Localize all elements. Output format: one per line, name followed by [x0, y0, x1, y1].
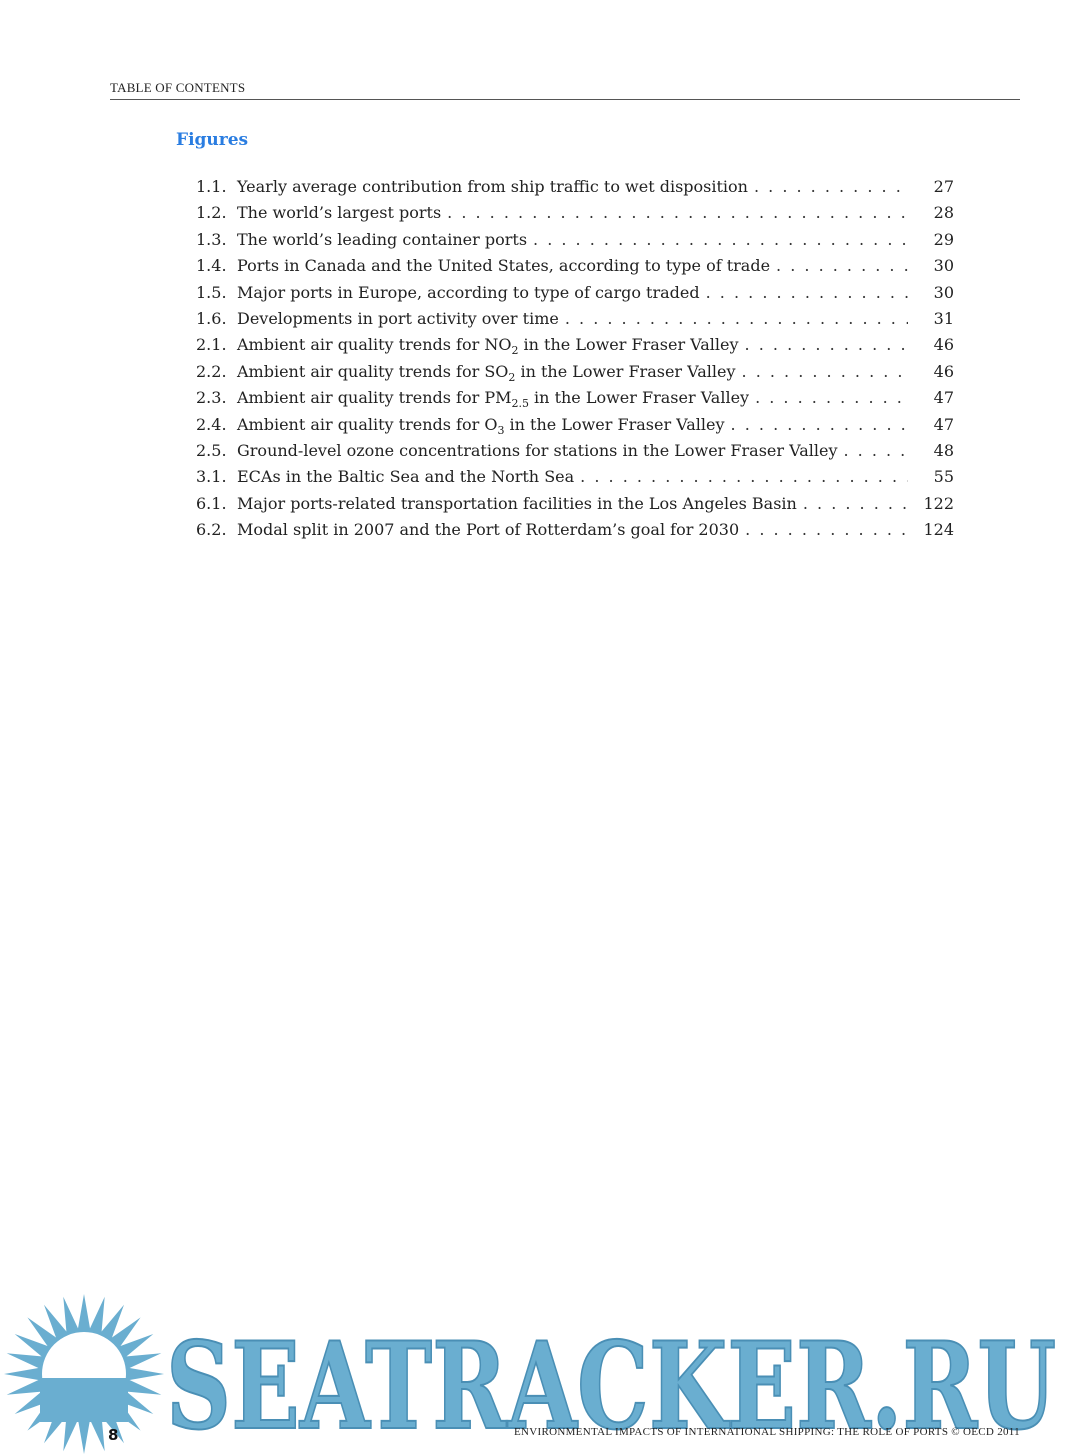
entry-number: 3.1.: [196, 467, 227, 487]
entry-title: [237, 306, 559, 332]
title-text: Ambient air quality trends for NO: [237, 335, 512, 355]
toc-entry[interactable]: [196, 306, 954, 332]
leader-dots: [803, 491, 908, 517]
leader-dots: [447, 200, 908, 226]
watermark-text: SEATRACKER.RU: [166, 1316, 1056, 1456]
page-number: 8: [108, 1426, 119, 1444]
leader-dots: [533, 227, 908, 253]
subscript: 3: [497, 423, 505, 437]
title-text: Ambient air quality trends for O: [237, 414, 498, 434]
toc-entry[interactable]: [196, 253, 954, 279]
entry-title: [237, 517, 739, 543]
entry-page: 55: [933, 467, 954, 487]
toc-entry[interactable]: [196, 200, 954, 226]
toc-entry[interactable]: [196, 412, 954, 438]
toc-entry[interactable]: [196, 332, 954, 358]
entry-page: 31: [933, 308, 954, 328]
title-text: Ambient air quality trends for SO: [237, 361, 509, 381]
sun-icon: [4, 1294, 164, 1454]
entry-number: 1.5.: [196, 282, 227, 302]
entry-number: 1.4.: [196, 256, 227, 276]
entry-title: [237, 280, 700, 306]
entry-page: 28: [933, 203, 954, 223]
title-text: Major ports in Europe, according to type of cargo traded: [237, 282, 700, 302]
subscript: 2.5: [511, 397, 529, 411]
leader-dots: [745, 332, 908, 358]
entry-page: 46: [933, 335, 954, 355]
toc-entry[interactable]: [196, 359, 954, 385]
toc-entry[interactable]: [196, 491, 954, 517]
entry-number: 2.4.: [196, 414, 227, 434]
subscript: 2: [508, 370, 516, 384]
title-text: Ground-level ozone concentrations for stations in the Lower Fraser Valley: [237, 440, 838, 460]
entry-number: 2.3.: [196, 388, 227, 408]
title-text: in the Lower Fraser Valley: [518, 335, 739, 355]
entry-title: [237, 491, 797, 517]
toc-entry[interactable]: [196, 464, 954, 490]
entry-page: 29: [933, 229, 954, 249]
leader-dots: [731, 412, 908, 438]
entry-number: 1.6.: [196, 308, 227, 328]
entry-page: 47: [933, 414, 954, 434]
section-title: Figures: [176, 130, 249, 150]
entry-title: [237, 200, 441, 226]
figures-list: [196, 174, 954, 543]
title-text: in the Lower Fraser Valley: [504, 414, 725, 434]
title-text: in the Lower Fraser Valley: [515, 361, 736, 381]
title-text: The world’s largest ports: [237, 203, 442, 223]
leader-dots: [776, 253, 908, 279]
entry-number: 2.1.: [196, 335, 227, 355]
entry-number: 1.1.: [196, 177, 227, 196]
leader-dots: [706, 280, 908, 306]
toc-entry[interactable]: [196, 517, 954, 543]
footer-text: ENVIRONMENTAL IMPACTS OF INTERNATIONAL SHIPPING: THE ROLE OF PORTS © OECD 2011: [514, 1426, 1020, 1438]
entry-number: 6.1.: [196, 493, 227, 513]
title-text: ECAs in the Baltic Sea and the North Sea: [237, 467, 575, 487]
entry-page: 30: [933, 282, 954, 302]
running-head: TABLE OF CONTENTS: [110, 80, 1020, 100]
title-text: Ambient air quality trends for PM: [237, 388, 512, 408]
title-text: in the Lower Fraser Valley: [528, 388, 750, 408]
entry-number: 6.2.: [196, 520, 227, 540]
title-text: Yearly average contribution from ship traffic to wet disposition: [237, 177, 748, 196]
title-text: Major ports-related transportation facilities in the Los Angeles Basin: [237, 493, 797, 513]
title-text: Modal split in 2007 and the Port of Rotterdam’s goal for 2030: [237, 520, 740, 540]
toc-entry[interactable]: [196, 280, 954, 306]
title-text: Ports in Canada and the United States, according to type of trade: [237, 256, 771, 276]
toc-entry[interactable]: [196, 174, 954, 200]
leader-dots: [580, 464, 908, 490]
sea-band: [40, 1378, 128, 1422]
entry-title: [237, 253, 770, 279]
entry-page: 122: [923, 493, 954, 513]
entry-title: [237, 227, 527, 253]
entry-page: 27: [933, 177, 954, 196]
entry-page: 46: [933, 361, 954, 381]
entry-number: 2.5.: [196, 440, 227, 460]
entry-number: 2.2.: [196, 361, 227, 381]
entry-title: [237, 438, 837, 464]
entry-number: 1.3.: [196, 229, 227, 249]
leader-dots: [742, 359, 908, 385]
leader-dots: [565, 306, 908, 332]
entry-title: [237, 464, 574, 490]
toc-entry[interactable]: [196, 385, 954, 411]
title-text: The world’s leading container ports: [237, 229, 528, 249]
entry-page: 47: [933, 388, 954, 408]
entry-page: 124: [923, 520, 954, 540]
leader-dots: [745, 517, 908, 543]
entry-number: 1.2.: [196, 203, 227, 223]
leader-dots: [843, 438, 908, 464]
leader-dots: [754, 174, 908, 200]
title-text: Developments in port activity over time: [237, 308, 559, 328]
toc-entry[interactable]: [196, 438, 954, 464]
entry-page: 48: [933, 440, 954, 460]
leader-dots: [755, 385, 908, 411]
subscript: 2: [511, 344, 519, 358]
entry-title: [237, 174, 748, 200]
toc-entry[interactable]: [196, 227, 954, 253]
entry-page: 30: [933, 256, 954, 276]
